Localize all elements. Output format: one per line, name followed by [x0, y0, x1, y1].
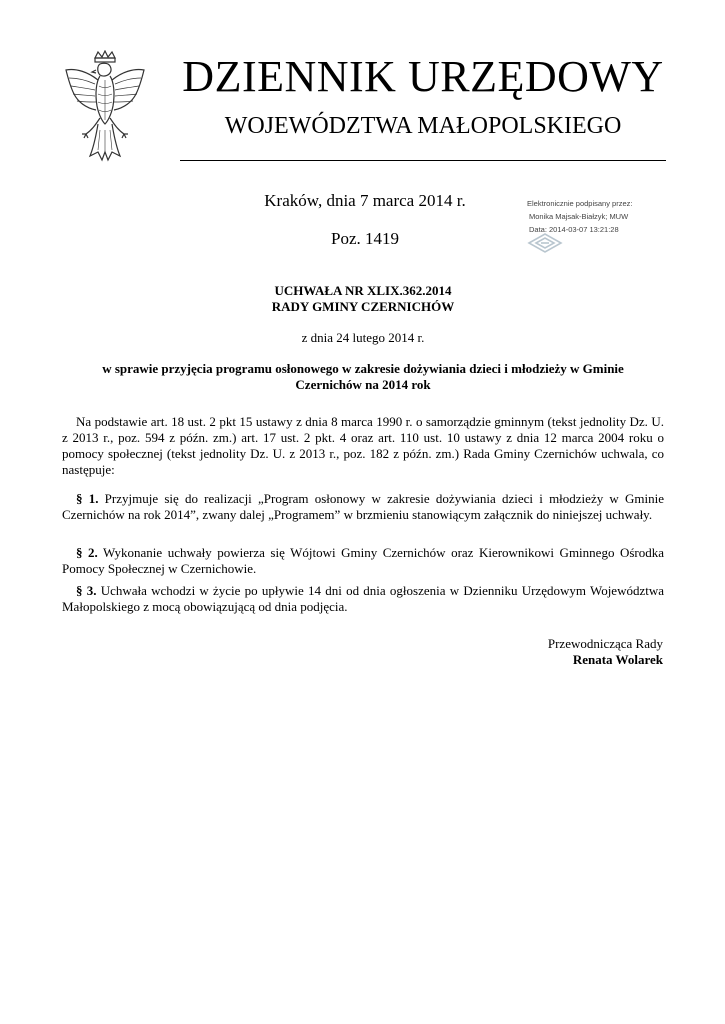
- position-number: Poz. 1419: [331, 229, 399, 248]
- section-3-number: § 3.: [76, 583, 97, 598]
- place-date: Kraków, dnia 7 marca 2014 r.: [264, 191, 466, 210]
- masthead-subtitle: WOJEWÓDZTWA MAŁOPOLSKIEGO: [224, 113, 622, 139]
- masthead-title: DZIENNIK URZĘDOWY: [182, 52, 664, 101]
- section-1-text: Przyjmuje się do realizacji „Program osłonowy w zakresie dożywiania dzieci i młodzieży w Gminie Czernichów na rok 2014”, zwany dalej „Programem” w brzmieniu stanowiącym załącznik do niniejszej uchwały.: [62, 491, 665, 522]
- section-2-text: Wykonanie uchwały powierza się Wójtowi Gminy Czernichów oraz Kierownikowi Gminnego Ośrodka Pomocy Społecznej w Czernichowie.: [62, 545, 664, 576]
- masthead-divider: [180, 160, 666, 161]
- act-subject: w sprawie przyjęcia programu osłonowego w zakresie dożywiania dzieci i młodzieży w Gminie Czernichów na 2014 rok: [102, 361, 624, 392]
- e-signature-logo-icon: [527, 232, 563, 254]
- section-3-text: Uchwała wchodzi w życie po upływie 14 dni od dnia ogłoszenia w Dzienniku Urzędowym Województwa Małopolskiego z mocą obowiązującą od dnia podjęcia.: [62, 583, 665, 614]
- section-1-number: § 1.: [76, 491, 99, 506]
- act-date: z dnia 24 lutego 2014 r.: [301, 330, 425, 345]
- eagle-emblem-icon: [62, 50, 148, 165]
- act-issuing-body: RADY GMINY CZERNICHÓW: [271, 299, 455, 314]
- preamble-paragraph: Na podstawie art. 18 ust. 2 pkt 15 ustawy z dnia 8 marca 1990 r. o samorządzie gminnym (tekst jednolity Dz. U. z 2013 r., poz. 594 z późn. zm.) art. 17 ust. 2 pkt. 4 oraz art. 110 ust. 10 ustawy z dnia 12 marca 2004 roku o pomocy społecznej (tekst jednolity Dz. U. z 2013 r., poz. 182 z późn. zm.) Rada Gminy Czernichów uchwala, co następuje:: [62, 414, 664, 477]
- section-2-number: § 2.: [76, 545, 98, 560]
- esignature-line: Elektronicznie podpisany przez:: [527, 199, 633, 208]
- esignature-date: Data: 2014-03-07 13:21:28: [529, 225, 619, 234]
- esignature-signer: Monika Majsak-Białzyk; MUW: [529, 212, 629, 221]
- section-2-paragraph: [62, 545, 664, 577]
- signer-name: Renata Wolarek: [572, 652, 663, 667]
- esignature-block: [524, 197, 694, 257]
- section-3-paragraph: [62, 583, 664, 615]
- section-1-paragraph: [62, 491, 664, 523]
- signer-role: Przewodnicząca Rady: [547, 636, 663, 651]
- act-title: UCHWAŁA NR XLIX.362.2014: [274, 283, 452, 298]
